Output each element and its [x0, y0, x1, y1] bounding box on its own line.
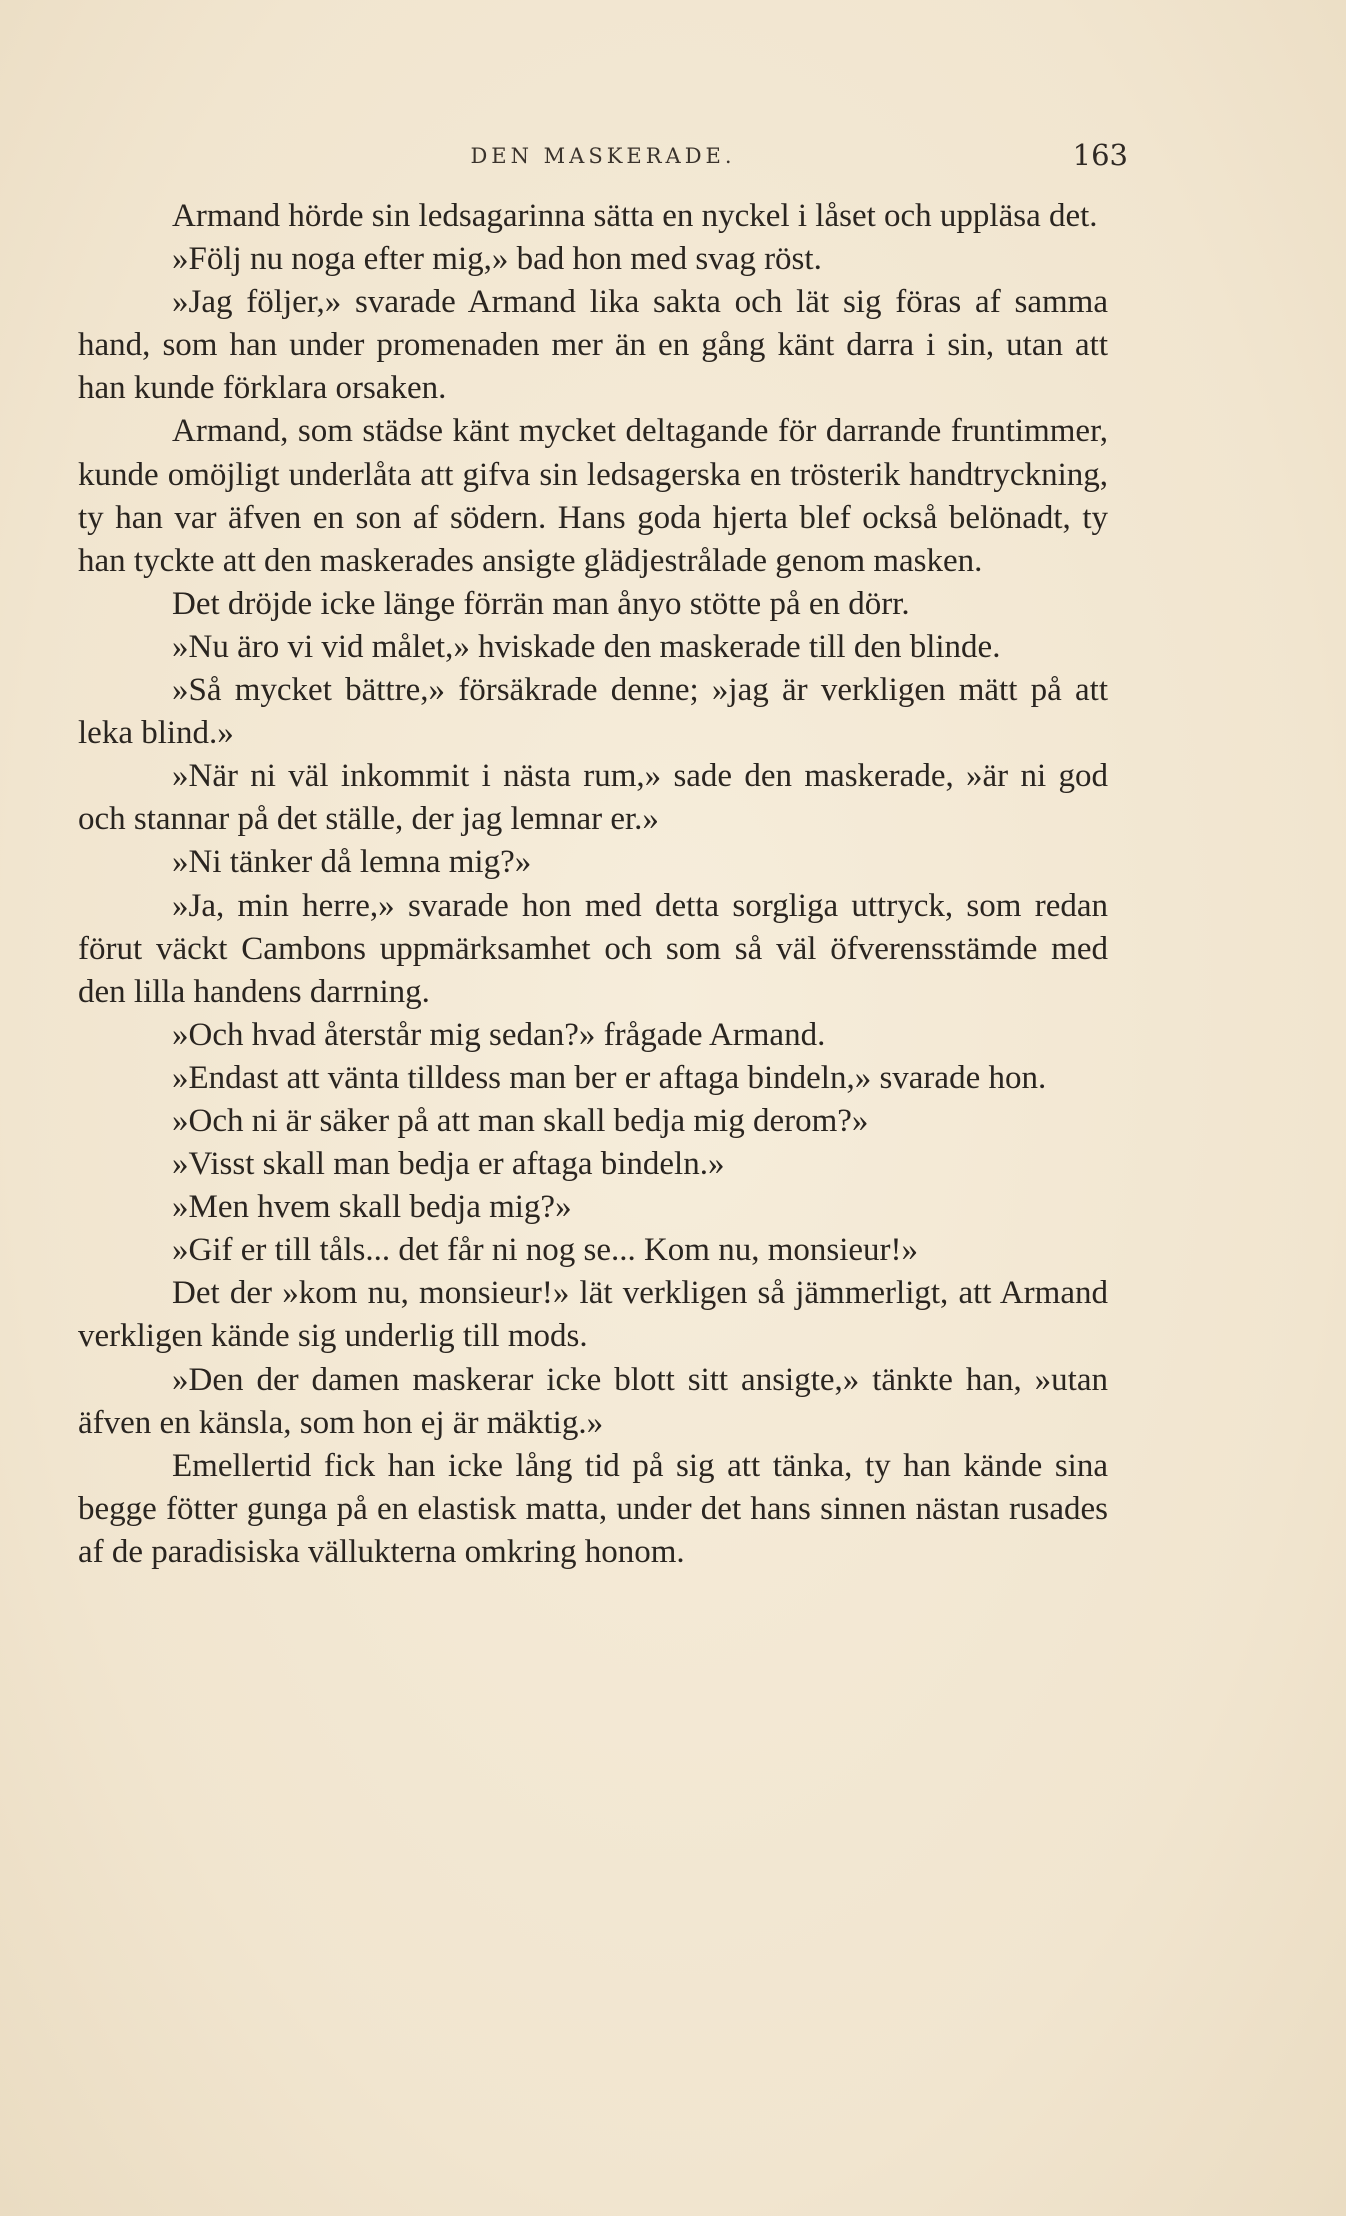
paragraph: »Och hvad återstår mig sedan?» frågade Armand.	[172, 1016, 826, 1053]
page-header	[78, 138, 1128, 178]
paragraph: »Men hvem skall bedja mig?»	[172, 1189, 572, 1226]
paragraph: »Endast att vänta tilldess man ber er aftaga bindeln,» svarade hon.	[172, 1059, 1047, 1096]
running-title: DEN MASKERADE.	[470, 144, 736, 168]
paragraph: »Så mycket bättre,» försäkrade denne; »jag är verkligen mätt på att leka blind.»	[78, 672, 1108, 752]
paragraph: »Den der damen maskerar icke blott sitt ansigte,» tänkte han, »utan äfven en känsla, som hon ej är mäktig.»	[78, 1361, 1108, 1441]
page-number: 163	[1072, 138, 1128, 172]
paragraph: »Ja, min herre,» svarade hon med detta sorgliga uttryck, som redan förut väckt Cambons uppmärksamhet och som så väl öfverensstämde med den lilla handens darrning.	[78, 887, 1108, 1010]
body-text	[78, 195, 1108, 1574]
paragraph: »Följ nu noga efter mig,» bad hon med svag röst.	[172, 241, 822, 278]
paragraph: Emellertid fick han icke lång tid på sig att tänka, ty han kände sina begge fötter gunga på en elastisk matta, under det hans sinnen nästan rusades af de paradisiska vällukterna omkring honom.	[78, 1447, 1108, 1570]
paragraph: »Nu äro vi vid målet,» hviskade den maskerade till den blinde.	[172, 628, 1001, 665]
paragraph: »Och ni är säker på att man skall bedja mig derom?»	[172, 1102, 869, 1139]
paragraph: Det der »kom nu, monsieur!» lät verkligen så jämmerligt, att Armand verkligen kände sig underlig till mods.	[78, 1275, 1108, 1355]
paragraph: Armand hörde sin ledsagarinna sätta en nyckel i låset och uppläsa det.	[172, 198, 1098, 234]
paragraph: »Jag följer,» svarade Armand lika sakta och lät sig föras af samma hand, som han under promenaden mer än en gång känt darra i sin, utan att han kunde förklara orsaken.	[78, 284, 1108, 407]
paragraph: »Ni tänker då lemna mig?»	[172, 844, 532, 881]
paragraph: »När ni väl inkommit i nästa rum,» sade den maskerade, »är ni god och stannar på det ställe, der jag lemnar er.»	[78, 758, 1108, 838]
paragraph: Det dröjde icke länge förrän man ånyo stötte på en dörr.	[172, 585, 910, 622]
paragraph: »Gif er till tåls... det får ni nog se... Kom nu, monsieur!»	[172, 1232, 919, 1269]
paragraph: Armand, som städse känt mycket deltagande för darrande fruntimmer, kunde omöjligt underlåta att gifva sin ledsagerska en trösterik handtryckning, ty han var äfven en son af södern. Hans goda hjerta blef också belönadt, ty han tyckte att den maskerades ansigte glädjestrålade genom masken.	[78, 413, 1108, 579]
paragraph: »Visst skall man bedja er aftaga bindeln.»	[172, 1146, 725, 1183]
